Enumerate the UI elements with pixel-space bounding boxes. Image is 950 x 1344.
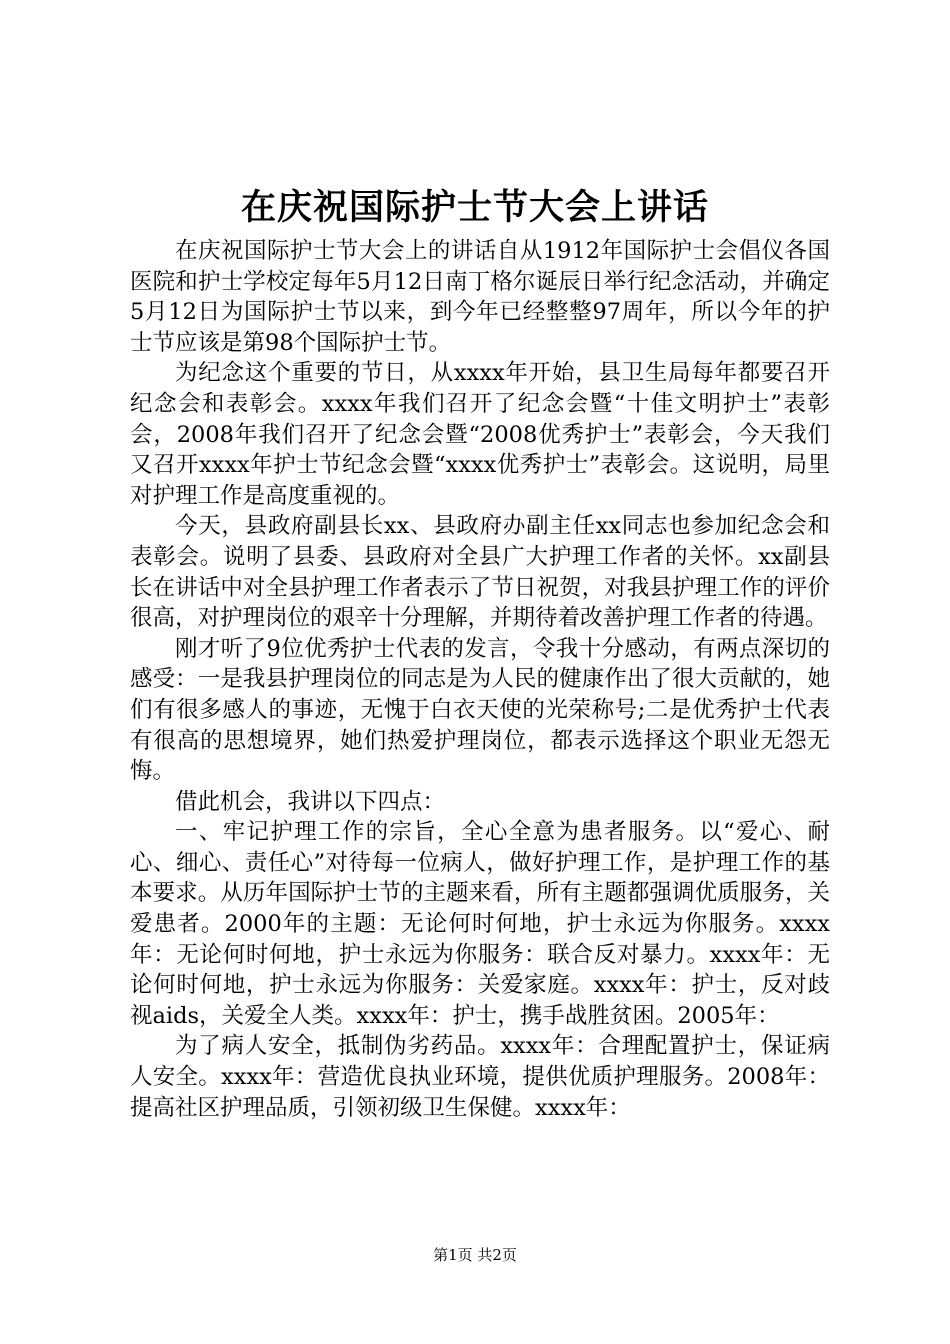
paragraph-commemoration: 为纪念这个重要的节日，从xxxx年开始，县卫生局每年都要召开纪念会和表彰会。xxxx年我们召开了纪念会暨“十佳文明护士”表彰会，2008年我们召开了纪念会暨“2008优秀护士”表彰会，今天我们又召开xxxx年护士节纪念会暨“xxxx优秀护士”表彰会。这说明，局里对护理工作是高度重视的。	[130, 360, 830, 509]
paragraph-four-points: 借此机会，我讲以下四点：	[175, 788, 446, 815]
paragraph-feelings: 刚才听了9位优秀护士代表的发言，令我十分感动，有两点深切的感受：一是我县护理岗位的同志是为人民的健康作出了很大贡献的，她们有很多感人的事迹，无愧于白衣天使的光荣称号;二是优秀护士代表有很高的思想境界，她们热爱护理岗位，都表示选择这个职业无怨无悔。	[130, 635, 830, 785]
paragraph-themes: 为了病人安全，抵制伪劣药品。xxxx年：合理配置护士，保证病人安全。xxxx年：营造优良执业环境，提供优质护理服务。2008年：提高社区护理品质，引领初级卫生保健。xxxx年：	[130, 1033, 830, 1121]
paragraph-government: 今天，县政府副县长xx、县政府办副主任xx同志也参加纪念会和表彰会。说明了县委、县政府对全县广大护理工作者的关怀。xx副县长在讲话中对全县护理工作者表示了节日祝贺，对我县护理工作的评价很高，对护理岗位的艰辛十分理解，并期待着改善护理工作者的待遇。	[130, 513, 830, 632]
page-total: 共2页	[477, 1246, 517, 1264]
document-body	[130, 236, 830, 1123]
paragraph-intro: 在庆祝国际护士节大会上的讲话自从1912年国际护士会倡仪各国医院和护士学校定每年5月12日南丁格尔诞辰日举行纪念活动，并确定5月12日为国际护士节以来，到今年已经整整97周年，所以今年的护士节应该是第98个国际护士节。	[130, 238, 830, 356]
page-footer	[0, 1244, 950, 1266]
page-number: 第1页	[433, 1246, 473, 1264]
page-title: 在庆祝国际护士节大会上讲话	[240, 187, 709, 228]
paragraph-point-one: 一、牢记护理工作的宗旨，全心全意为患者服务。以“爱心、耐心、细心、责任心”对待每一位病人，做好护理工作，是护理工作的基本要求。从历年国际护士节的主题来看，所有主题都强调优质服务，关爱患者。2000年的主题：无论何时何地，护士永远为你服务。xxxx年：无论何时何地，护士永远为你服务：联合反对暴力。xxxx年：无论何时何地，护士永远为你服务：关爱家庭。xxxx年：护士，反对歧视aids，关爱全人类。xxxx年：护士，携手战胜贫困。2005年：	[130, 819, 830, 1029]
